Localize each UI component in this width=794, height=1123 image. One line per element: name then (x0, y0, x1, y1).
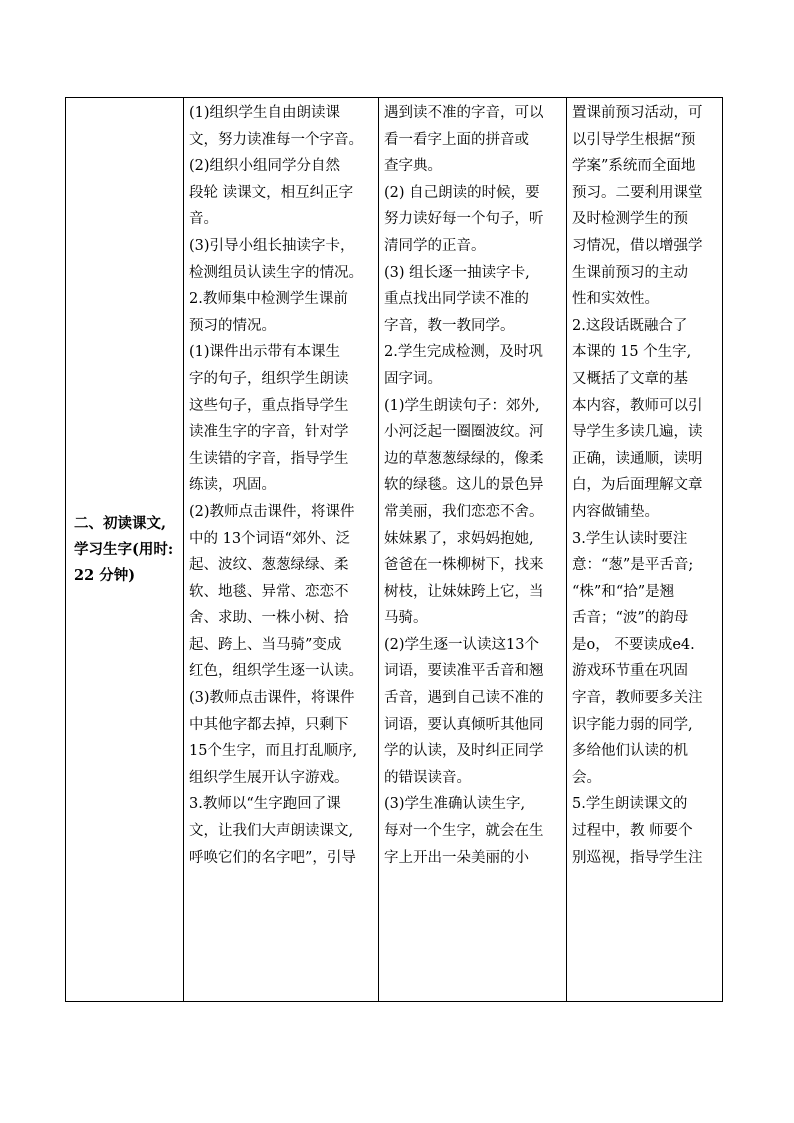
teacher-activity-line: 文，让我们大声朗读课文, (189, 823, 354, 840)
student-activity-line: 固字词。 (384, 370, 442, 387)
teacher-activity-line: 起、跨上、当马骑”变成 (189, 636, 342, 653)
student-activity-line: 马骑。 (384, 610, 428, 627)
design-intent-line: 2.这段话既融合了 (572, 317, 688, 334)
student-activity-line: 看一看字上面的拼音或 (384, 131, 529, 148)
design-intent-line: “株”和“拾”是翘 (572, 583, 675, 600)
stage-label (66, 511, 183, 589)
design-intent-line: 导学生多读几遍，读 (572, 424, 703, 441)
teacher-activity-line: 音。 (189, 211, 218, 228)
teacher-activity-line: 软、地毯、异常、恋恋不 (189, 583, 349, 600)
design-intent-line: 字音，教师要多关注 (572, 690, 703, 707)
student-activity-line: 重点找出同学读不准的 (384, 291, 529, 308)
teacher-activity-line: 组织学生展开认字游戏。 (189, 769, 349, 786)
student-activity-cell (379, 98, 567, 1002)
student-activity-line: 努力读好每一个句子，听 (384, 211, 544, 228)
student-activity-line: 遇到读不准的字音，可以 (384, 105, 544, 121)
design-intent-line: 别巡视，指导学生注 (572, 849, 703, 866)
teacher-activity-line: 舍、求助、一株小树、拾 (189, 610, 349, 627)
student-activity-line: 的错误读音。 (384, 769, 471, 786)
teacher-activity-line: 生读错的字音，指导学生 (189, 450, 349, 467)
teacher-activity-line: (3)教师点击课件，将课件 (189, 690, 355, 707)
design-intent-line: 是o， 不要读成e4. (572, 636, 695, 653)
teacher-activity-line: 起、波纹、葱葱绿绿、柔 (189, 557, 349, 574)
design-intent-line: 正确，读通顺，读明 (572, 450, 703, 467)
stage-cell (66, 98, 184, 1002)
design-intent-line: 白，为后面理解文章 (572, 477, 703, 494)
table-row (66, 98, 723, 1002)
teacher-activity-line: 中的 13个词语“郊外、泛 (189, 530, 350, 547)
design-intent-line: 舌音；“波”的韵母 (572, 610, 689, 627)
design-intent-line: 会。 (572, 769, 601, 786)
student-activity-line: (3)学生准确认读生字, (384, 796, 526, 813)
student-activity-line: 词语，要认真倾听其他同 (384, 716, 544, 733)
design-intent-line: 意：“葱”是平舌音; (572, 557, 694, 574)
student-activity-line: 2.学生完成检测，及时巩 (384, 344, 543, 361)
teacher-activity-cell (184, 98, 379, 1002)
student-activity-line: (2) 自己朗读的时候，要 (384, 184, 540, 201)
student-activity-line: 常美丽，我们恋恋不舍。 (384, 503, 544, 520)
teacher-activity-line: 文，努力读准每一个字音。 (189, 131, 363, 148)
student-activity-line: 爸爸在一株柳树下，找来 (384, 557, 544, 574)
design-intent-line: 预习。二要利用课堂 (572, 184, 703, 201)
stage-label-line: 二、初读课文, (74, 514, 167, 532)
teacher-activity-line: 读准生字的字音，针对学 (189, 424, 349, 441)
teacher-activity-line: 练读，巩固。 (189, 477, 276, 494)
teacher-activity-text (184, 98, 378, 871)
design-intent-line: 3.学生认读时要注 (572, 530, 688, 547)
teacher-activity-line: (1)课件出示带有本课生 (189, 344, 341, 361)
student-activity-text (379, 98, 566, 871)
student-activity-line: 清同学的正音。 (384, 237, 486, 254)
teacher-activity-line: 这些句子，重点指导学生 (189, 397, 349, 414)
teacher-activity-line: (1)组织学生自由朗读课 (189, 105, 341, 121)
design-intent-text (567, 98, 722, 871)
design-intent-line: 游戏环节重在巩固 (572, 663, 688, 680)
student-activity-line: 软的绿毯。这儿的景色异 (384, 477, 544, 494)
design-intent-line: 及时检测学生的预 (572, 211, 688, 228)
student-activity-line: 字上开出一朵美丽的小 (384, 849, 529, 866)
student-activity-line: 每对一个生字，就会在生 (384, 823, 544, 840)
teacher-activity-line: 2.教师集中检测学生课前 (189, 291, 348, 308)
student-activity-line: 字音，教一教同学。 (384, 317, 515, 334)
design-intent-line: 性和实效性。 (572, 291, 659, 308)
student-activity-line: 舌音，遇到自己读不准的 (384, 690, 544, 707)
teacher-activity-line: (2)教师点击课件，将课件 (189, 503, 355, 520)
teacher-activity-line: 段轮 读课文，相互纠正字 (189, 184, 354, 201)
design-intent-line: 置课前预习活动，可 (572, 105, 703, 121)
student-activity-line: 词语，要读准平舌音和翘 (384, 663, 544, 680)
student-activity-line: (1)学生朗读句子：郊外, (384, 397, 540, 414)
student-activity-line: 查字典。 (384, 158, 442, 175)
teacher-activity-line: (3)引导小组长抽读字卡， (189, 237, 355, 254)
teacher-activity-line: 字的句子，组织学生朗读 (189, 370, 349, 387)
teacher-activity-line: 检测组员认读生字的情况。 (189, 264, 363, 281)
design-intent-line: 生课前预习的主动 (572, 264, 688, 281)
student-activity-line: 边的草葱葱绿绿的，像柔 (384, 450, 544, 467)
student-activity-line: 学的认读，及时纠正同学 (384, 743, 544, 760)
stage-label-line: 22 分钟) (74, 566, 136, 584)
design-intent-line: 学案”系统而全面地 (572, 158, 696, 175)
teacher-activity-line: 呼唤它们的名字吧”，引导 (189, 849, 356, 866)
lesson-plan-table (65, 97, 723, 1002)
student-activity-line: (2)学生逐一认读这13个 (384, 636, 539, 653)
design-intent-line: 过程中，教 师要个 (572, 823, 693, 840)
teacher-activity-line: 预习的情况。 (189, 317, 276, 334)
teacher-activity-line: 15个生字，而且打乱顺序, (189, 743, 358, 760)
design-intent-line: 本内容，教师可以引 (572, 397, 703, 414)
teacher-activity-line: 红色，组织学生逐一认读。 (189, 663, 363, 680)
teacher-activity-line: 中其他字都去掉，只剩下 (189, 716, 349, 733)
design-intent-line: 习情况，借以增强学 (572, 237, 703, 254)
design-intent-line: 内容做铺垫。 (572, 503, 659, 520)
student-activity-line: 树枝，让妹妹跨上它，当 (384, 583, 544, 600)
design-intent-line: 5.学生朗读课文的 (572, 796, 688, 813)
design-intent-line: 本课的 15 个生字, (572, 344, 692, 361)
design-intent-line: 又概括了文章的基 (572, 370, 688, 387)
student-activity-line: (3) 组长逐一抽读字卡, (384, 264, 530, 281)
design-intent-line: 识字能力弱的同学, (572, 716, 693, 733)
student-activity-line: 小河泛起一圈圈波纹。河 (384, 424, 544, 441)
student-activity-line: 妹妹累了，求妈妈抱她, (384, 530, 534, 547)
design-intent-line: 以引导学生根据“预 (572, 131, 696, 148)
stage-label-line: 学习生字(用时: (74, 540, 174, 558)
teacher-activity-line: (2)组织小组同学分自然 (189, 158, 341, 175)
teacher-activity-line: 3.教师以“生字跑回了课 (189, 796, 341, 813)
design-intent-cell (567, 98, 723, 1002)
design-intent-line: 多给他们认读的机 (572, 743, 688, 760)
